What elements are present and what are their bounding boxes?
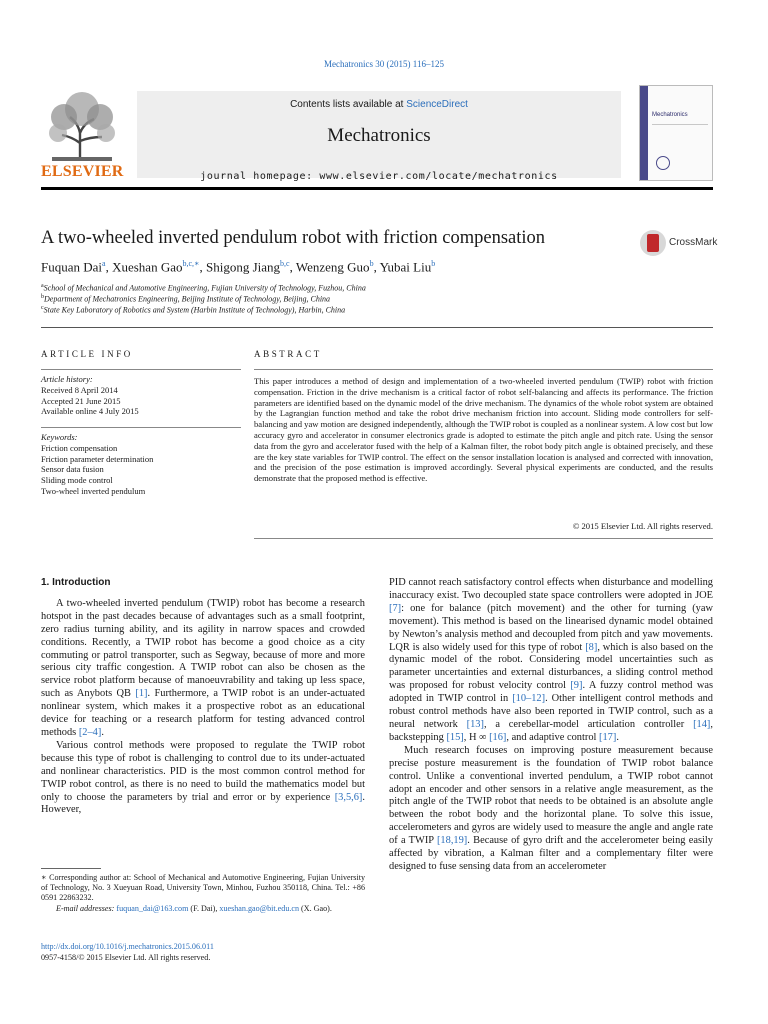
- abstract-text: This paper introduces a method of design and implementation of a two-wheeled inverted pendulum (TWIP) robot with friction compensation. Friction in the drive mechanism is a critical factor of robot self-balancing and affects its performance. The friction parameters are identified based on the dynamic model of the drive mechanism. The dynamics of the whole robot system are obtained by the Lagrangian function method and take the robot drive mechanism friction into account. Sliding mode controllers for self-balancing and yaw motion are designed independently, although the TWIP robot is coupled as a nonlinear system. A low cost but low accuracy gyro and accelerator in consumer electronics grade is adopted to estimate the pitch angle and pitch rate. Using the sensor data from the gyro and accelerator fused with the help of a Kalman filter, the robot body pitch angle is obtained precisely, and these are the key state variables for TWIP control. The effect on the sensor installation location is analysed and corrected with innovation, and the precision of the pose estimation is improved accordingly. Several physical experiments are conducted, and the results demonstrate that the proposed method is effective.: [254, 376, 713, 484]
- affiliation-mark: a: [41, 283, 44, 289]
- article-info-heading: ARTICLE INFO: [41, 349, 133, 359]
- crossmark-badge[interactable]: [640, 230, 718, 258]
- email-owner: (F. Dai),: [188, 903, 220, 913]
- contents-prefix: Contents lists available at: [290, 99, 407, 110]
- author-affil-mark[interactable]: b,c: [280, 259, 290, 268]
- history-accepted: Accepted 21 June 2015: [41, 395, 121, 406]
- journal-header: [41, 85, 713, 184]
- journal-box: [137, 91, 621, 182]
- reference-link[interactable]: [2–4]: [78, 726, 102, 738]
- reference-link[interactable]: [7]: [389, 602, 402, 614]
- text-run: : one for balance (pitch movement) and the other for turning (yaw movement). This method is based on the linearised dynamic model obtained by Newton’s analysis method and decoupled from pitch and yaw movements. LQR is also widely used for this type of robot: [389, 602, 713, 653]
- email-line: [41, 904, 365, 914]
- text-run: Various control methods were proposed to regulate the TWIP robot because this type of robot is challenging to control due to its under-actuated and nonlinear characteristics. PID is the most common control method for TWIP robot control, as there is no need to build the mathematics model but only to choose the parameters by trial and error or by experience: [41, 739, 365, 803]
- article-info-rule: [41, 369, 241, 370]
- corresponding-author-text: ∗ Corresponding author at: School of Mechanical and Automotive Engineering, Fujian University of Technology, No. 3 Xueyuan Road, University Town, Minhou, Fuzhou 350118, China. Tel.: +86 0591 22863232.: [41, 873, 365, 903]
- email-link[interactable]: xueshan.gao@bit.edu.cn: [219, 903, 300, 913]
- keyword: Two-wheel inverted pendulum: [41, 485, 146, 496]
- abstract-heading: ABSTRACT: [254, 349, 322, 359]
- keyword: Sliding mode control: [41, 475, 113, 486]
- affiliation-mark: b: [41, 294, 44, 300]
- history-label: Article history:: [41, 374, 93, 384]
- publisher-wordmark: ELSEVIER: [41, 163, 124, 180]
- text-run: . Because of gyro drift and the accelerometer being easily affected by vibration, a Kalman filter and a complementary filter were designed to fuse sensing data from an accelerometer: [389, 835, 713, 872]
- text-run: A two-wheeled inverted pendulum (TWIP) robot has become a research hotspot in the past decades because of advantages such as a small footprint, zero radius turning ability, and its agility in narrow spaces and crowded conditions. Recently, a TWIP robot has become a good choice as a city commuting or patrol transporter, such as Segway, because of more and more serious city traffic congestion. A TWIP robot can also be chosen as the service robot platform because of manoeuvrability and taking up less space, such as Anybots QB: [41, 597, 365, 700]
- reference-link[interactable]: [17]: [599, 731, 617, 743]
- text-run: .: [616, 731, 619, 743]
- cover-title: Mechatronics: [652, 112, 688, 118]
- affiliation-mark: c: [41, 305, 44, 311]
- section-heading: 1. Introduction: [41, 577, 111, 588]
- affiliation-text: State Key Laboratory of Robotics and System (Harbin Institute of Technology), Harbin, China: [43, 305, 346, 315]
- keyword: Friction parameter determination: [41, 453, 154, 464]
- affiliation-rule: [41, 327, 713, 328]
- history-online: Available online 4 July 2015: [41, 406, 139, 417]
- paragraph: [389, 577, 713, 745]
- text-run: , and adaptive control: [506, 731, 599, 743]
- author-name[interactable]: Wenzeng Guo: [295, 259, 370, 275]
- text-run: , a cerebellar-model articulation controller: [483, 718, 694, 730]
- reference-link[interactable]: [9]: [570, 680, 583, 692]
- keywords-block: [41, 432, 241, 497]
- text-run: , backstepping: [389, 718, 713, 743]
- copyright-notice: © 2015 Elsevier Ltd. All rights reserved.: [572, 521, 713, 531]
- reference-link[interactable]: [10–12]: [512, 693, 546, 705]
- journal-cover-thumbnail[interactable]: [639, 85, 713, 181]
- corresponding-author-footnote: [41, 873, 365, 914]
- keywords-label: Keywords:: [41, 432, 78, 442]
- left-column: [41, 577, 365, 817]
- author-affil-mark[interactable]: b: [431, 259, 436, 268]
- affiliation: [41, 305, 691, 315]
- author-list: Fuquan Dai$^a$, Xueshan Gao$^{b,c,∗}$, Shigong Jiang$^{b,c}$, Wenzeng Guo$^b$, Yubai Liu$^b$: [41, 259, 436, 275]
- text-run: , H ∞: [463, 731, 490, 743]
- header-rule: [41, 187, 713, 190]
- elsevier-tree-icon: [44, 87, 120, 163]
- email-label: E-mail addresses:: [56, 903, 117, 913]
- right-column: [389, 577, 713, 874]
- cover-band: [640, 86, 648, 180]
- text-run: , which is also based on the dynamic model of the robot. Considering model uncertainties such as parameter uncertainties and external disturbances, a sliding control method was proposed for robust velocity control: [389, 641, 713, 692]
- reference-link[interactable]: [13]: [466, 718, 484, 730]
- reference-link[interactable]: [3,5,6]: [334, 791, 363, 803]
- author-name[interactable]: Xueshan Gao: [112, 259, 183, 275]
- keyword: Sensor data fusion: [41, 464, 104, 475]
- affiliation-text: Department of Mechatronics Engineering, Beijing Institute of Technology, Beijing, China: [44, 294, 331, 304]
- affiliation: [41, 283, 691, 293]
- text-run: . Furthermore, a TWIP robot is an under-actuated nonlinear system, which makes it a prospective robot as an educational device for teaching or a research platform for testing advanced control methods: [41, 688, 365, 738]
- email-owner: (X. Gao).: [299, 903, 332, 913]
- sciencedirect-link[interactable]: ScienceDirect: [406, 99, 468, 110]
- article-history: [41, 374, 241, 417]
- journal-homepage[interactable]: journal homepage: www.elsevier.com/locate/mechatronics: [200, 171, 558, 182]
- issn-line: 0957-4158/© 2015 Elsevier Ltd. All rights reserved.: [41, 953, 211, 962]
- author-name[interactable]: Shigong Jiang: [206, 259, 281, 275]
- journal-title[interactable]: Mechatronics: [327, 125, 431, 146]
- reference-link[interactable]: [15]: [446, 731, 464, 743]
- text-run: .: [101, 726, 104, 738]
- reference-link[interactable]: [1]: [135, 688, 148, 700]
- abstract-bottom-rule: [254, 538, 713, 539]
- affiliation: [41, 294, 691, 304]
- keyword: Friction compensation: [41, 442, 118, 453]
- keywords-rule: [41, 427, 241, 428]
- author-name[interactable]: Yubai Liu: [379, 259, 432, 275]
- text-run: Much research focuses on improving posture measurement because precise posture measurement is the foundation of TWIP robot balance control. Unlike a conventional inverted pendulum, a TWIP robot cannot adopt an encoder and other sensors in a relative angle measurement, as the pitch angle of the TWIP robot that needs to be obtained is an absolute angle between the robot body and the horizontal plane. To solve this issue, accelerometers and gyros are widely used to measure the angle and angle rate of a TWIP: [389, 744, 713, 847]
- contents-line: [137, 99, 621, 110]
- crossmark-label: CrossMark: [669, 237, 718, 248]
- crossmark-icon: [640, 230, 666, 256]
- author-affil-mark[interactable]: b,c,∗: [182, 259, 200, 268]
- cover-rule: [652, 124, 708, 125]
- paragraph: [389, 745, 713, 874]
- reference-link[interactable]: [8]: [585, 641, 598, 653]
- text-run: PID cannot reach satisfactory control effects when disturbance and modelling inaccuracy exist. Two decoupled state space controllers were adopted in JOE: [389, 577, 713, 601]
- paragraph: [41, 740, 365, 817]
- reference-link[interactable]: [14]: [693, 718, 711, 730]
- text-run: . Other intelligent control methods and robust control methods have also been reported in TWIP control, such as a neural network: [389, 693, 713, 730]
- abstract-top-rule: [254, 369, 713, 370]
- footnote-rule: [41, 868, 101, 869]
- doi-link[interactable]: http://dx.doi.org/10.1016/j.mechatronics.2015.06.011: [41, 942, 214, 951]
- affiliation-text: School of Mechanical and Automotive Engineering, Fujian University of Technology, Fuzhou, China: [43, 283, 366, 293]
- paragraph: [41, 598, 365, 740]
- text-run: . A fuzzy control method was adopted in TWIP control in: [389, 680, 713, 705]
- reference-link[interactable]: [16]: [489, 731, 507, 743]
- author-affil-mark[interactable]: a: [102, 259, 106, 268]
- article-title: A two-wheeled inverted pendulum robot with friction compensation: [41, 228, 546, 248]
- reference-link[interactable]: [18,19]: [436, 835, 468, 847]
- author-name[interactable]: Fuquan Dai: [41, 259, 103, 275]
- history-received: Received 8 April 2014: [41, 384, 118, 395]
- text-run: . However,: [41, 791, 365, 816]
- citation-line[interactable]: Mechatronics 30 (2015) 116–125: [324, 59, 444, 69]
- email-link[interactable]: fuquan_dai@163.com: [116, 903, 189, 913]
- cover-seal-icon: [656, 156, 670, 170]
- author-affil-mark[interactable]: b: [369, 259, 374, 268]
- publisher-logo[interactable]: [41, 85, 123, 181]
- doi-block: [41, 941, 365, 963]
